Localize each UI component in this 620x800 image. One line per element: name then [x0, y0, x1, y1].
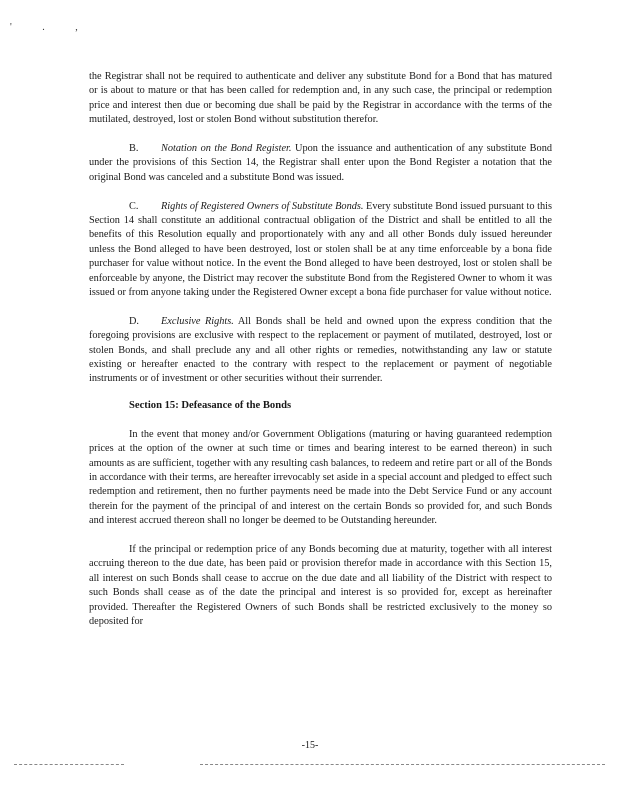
page-number: -15-	[301, 740, 319, 751]
footer-rule-left	[14, 764, 124, 765]
document-body	[89, 70, 552, 644]
paragraph-b-letter: B.	[129, 143, 139, 155]
paragraph-b-text: Upon the issuance and authentication of any substitute Bond under the provisions of this Section 14, the Registrar shall enter upon the Bond Register a notation that the original Bond was canceled and a substitute Bond was issued.	[89, 143, 552, 183]
section-15-heading: Section 15: Defeasance of the Bonds	[129, 399, 292, 411]
paragraph-c-letter: C.	[129, 200, 139, 212]
paragraph-c-title: Rights of Registered Owners of Substitute Bonds.	[161, 200, 364, 212]
paragraph-d	[89, 315, 552, 387]
paragraph-continuation: the Registrar shall not be required to authenticate and deliver any substitute Bond for a Bond that has matured or is about to mature or that has been called for redemption and, in any such case, the principal or redemption price and interest then due or becoming due shall be paid by the Registrar in accordance with the terms of the mutilated, destroyed, lost or stolen Bond without substitution therefor.	[89, 71, 552, 126]
paragraph-c	[89, 200, 552, 301]
paragraph-d-title: Exclusive Rights.	[161, 315, 234, 327]
paragraph-c-text: Every substitute Bond issued pursuant to this Section 14 shall constitute an additional contractual obligation of the District and shall be entitled to all the benefits of this Resolution equally and proportionately with any and all other Bonds duly issued hereunder unless the Bond alleged to have been destroyed, lost or stolen shall be at any time enforceable by a bona fide purchaser for value without notice. In the event the Bond alleged to have been destroyed, lost or stolen shall be enforceable by anyone, the District may recover the substitute Bond from the Registered Owner to whom it was issued or from anyone taking under the Registered Owner except a bona fide purchaser for value without notice.	[89, 200, 552, 299]
footer-rule-right	[200, 764, 605, 765]
paragraph-d-text: All Bonds shall be held and owned upon the express condition that the foregoing provisions are exclusive with respect to the replacement or payment of mutilated, destroyed, lost or stolen Bonds, and shall preclude any and all other rights or remedies, notwithstanding any law or statute existing or hereafter enacted to the contrary with respect to the replacement or payment of negotiable instruments or of investment or other securities without their surrender.	[89, 315, 552, 385]
paragraph-b-title: Notation on the Bond Register.	[161, 143, 292, 155]
scan-marks: ' . ,	[10, 22, 92, 33]
section-15-paragraph-2: If the principal or redemption price of any Bonds becoming due at maturity, together with all interest accruing thereon to the due date, has been paid or provision therefor made in accordance with this Section 15, all interest on such Bonds shall cease to accrue on the due date and all liability of the District with respect to such Bonds shall cease as of the date the principal and interest is so provided for, except as hereinafter provided. Thereafter the Registered Owners of such Bonds shall be restricted exclusively to the money so deposited for	[89, 543, 552, 627]
paragraph-b	[89, 142, 552, 185]
paragraph-d-letter: D.	[129, 315, 140, 327]
section-15-paragraph-1: In the event that money and/or Government Obligations (maturing or having guaranteed redemption prices at the option of the owner at such time or times and bearing interest to be earned thereon) in such amounts as are sufficient, together with any resulting cash balances, to redeem and retire part or all of the Bonds in accordance with their terms, are hereafter irrevocably set aside in a special account and pledged to effect such redemption and retirement, then no further payments need be made into the Debt Service Fund or any account therein for the payment of the principal of and interest on the certain Bonds so provided for, and such Bonds and interest accrued thereon shall no longer be deemed to be Outstanding hereunder.	[89, 428, 552, 527]
